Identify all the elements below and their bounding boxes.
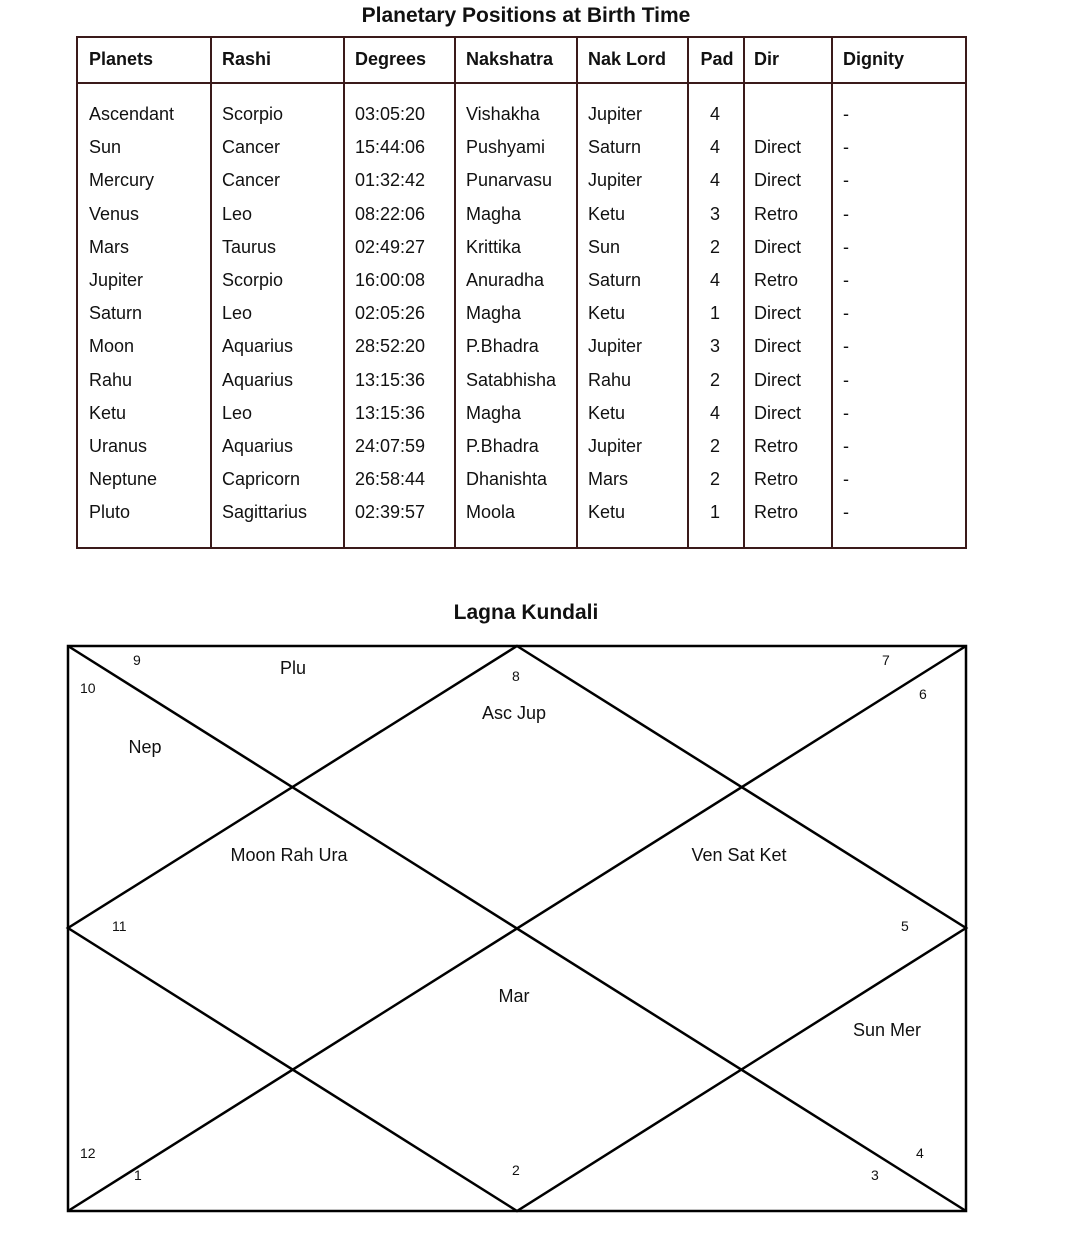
table-cell: Scorpio	[222, 104, 284, 124]
house-number-5: 5	[901, 918, 909, 934]
table-cell: 24:07:59	[355, 436, 426, 456]
table-cell: 26:58:44	[355, 469, 426, 490]
table-cell: Sun	[588, 236, 621, 257]
table-cell: Retro	[754, 502, 799, 523]
table-cell: Direct	[754, 170, 802, 191]
table-cell: 4	[709, 170, 720, 191]
table-cell: Direct	[754, 303, 802, 324]
table-cell: Magha	[466, 203, 522, 224]
planets-house-5: Ven Sat Ket	[691, 845, 787, 865]
table-cell: Jupiter	[588, 336, 643, 357]
column-header: Rashi	[222, 49, 272, 69]
table-cell: Ascendant	[89, 104, 175, 124]
table-cell: Uranus	[89, 436, 148, 456]
planets-house-10: Nep	[128, 737, 162, 757]
table-cell: 02:49:27	[355, 236, 426, 257]
table-cell: -	[843, 469, 849, 490]
table-cell: Saturn	[89, 303, 143, 324]
table-cell: 13:15:36	[355, 369, 426, 390]
table-cell: 02:05:26	[355, 303, 426, 324]
table-cell: Pushyami	[466, 137, 546, 158]
table-cell: 2	[709, 436, 720, 456]
table-cell: -	[843, 270, 849, 290]
table-cell: 02:39:57	[355, 502, 426, 523]
table-cell: Retro	[754, 469, 799, 490]
table-cell: 2	[709, 469, 720, 490]
house-number-10: 10	[80, 680, 96, 696]
table-cell: Jupiter	[588, 170, 643, 191]
column-header: Nakshatra	[466, 49, 554, 69]
table-cell: Neptune	[89, 469, 158, 490]
house-number-3: 3	[871, 1167, 879, 1183]
table-cell: -	[843, 236, 849, 257]
table-cell: Saturn	[588, 270, 642, 290]
table-cell: Retro	[754, 203, 799, 224]
table-cell: Aquarius	[222, 369, 294, 390]
table-cell: Direct	[754, 137, 802, 158]
table-cell: Cancer	[222, 137, 281, 158]
table-cell: Anuradha	[466, 270, 545, 290]
house-number-4: 4	[916, 1145, 924, 1161]
table-cell: P.Bhadra	[466, 436, 539, 456]
column-header: Planets	[89, 49, 154, 69]
table-cell: Ketu	[89, 402, 127, 423]
table-cell: P.Bhadra	[466, 336, 539, 357]
table-cell: Ketu	[588, 303, 626, 324]
table-cell: Mercury	[89, 170, 155, 191]
table-cell: Krittika	[466, 236, 522, 257]
column-header: Degrees	[355, 49, 427, 69]
table-cell: -	[843, 436, 849, 456]
planets-house-4: Sun Mer	[852, 1020, 922, 1040]
table-cell: Direct	[754, 402, 802, 423]
table-cell: Ketu	[588, 402, 626, 423]
table-cell: 4	[709, 270, 720, 290]
house-number-6: 6	[919, 686, 927, 702]
table-cell: Punarvasu	[466, 170, 553, 191]
column-header: Nak Lord	[588, 49, 667, 69]
planets-house-11: Moon Rah Ura	[230, 845, 348, 865]
table-cell: Rahu	[588, 369, 632, 390]
table-cell: 03:05:20	[355, 104, 426, 124]
table-cell: Jupiter	[89, 270, 144, 290]
table-cell: 15:44:06	[355, 137, 426, 158]
table-title: Planetary Positions at Birth Time	[361, 4, 691, 27]
planets-house-8: Asc Jup	[481, 703, 547, 723]
table-cell: Saturn	[588, 137, 642, 158]
table-cell: 16:00:08	[355, 270, 426, 290]
table-cell: 1	[709, 502, 720, 523]
table-cell: 3	[709, 336, 720, 357]
table-cell: Ketu	[588, 502, 626, 523]
table-cell: -	[843, 402, 849, 423]
table-cell: Dhanishta	[466, 469, 548, 490]
table-cell: 4	[709, 137, 720, 158]
house-number-11: 11	[112, 918, 127, 934]
table-cell: Ketu	[588, 203, 626, 224]
table-cell: Rahu	[89, 369, 133, 390]
table-cell: Taurus	[222, 236, 277, 257]
table-cell: Mars	[588, 469, 628, 490]
table-cell: Direct	[754, 336, 802, 357]
table-cell: Aquarius	[222, 436, 294, 456]
house-number-9: 9	[133, 652, 141, 668]
table-cell: 4	[709, 402, 720, 423]
house-number-7: 7	[882, 652, 890, 668]
table-cell: Leo	[222, 303, 253, 324]
table-cell: Cancer	[222, 170, 281, 191]
table-cell: Aquarius	[222, 336, 294, 357]
table-cell: Scorpio	[222, 270, 284, 290]
table-cell: 3	[709, 203, 720, 224]
table-cell: -	[843, 502, 849, 523]
table-cell: 08:22:06	[355, 203, 426, 224]
table-cell: Direct	[754, 236, 802, 257]
table-cell: 2	[709, 236, 720, 257]
table-cell: -	[843, 137, 849, 158]
table-cell: -	[843, 203, 849, 224]
column-header: Dignity	[843, 49, 904, 69]
table-cell: Leo	[222, 203, 253, 224]
table-cell: Venus	[89, 203, 140, 224]
table-cell: Mars	[89, 236, 129, 257]
table-cell: Retro	[754, 436, 799, 456]
table-cell: Pluto	[89, 502, 131, 523]
table-cell: Magha	[466, 402, 522, 423]
table-cell: Moola	[466, 502, 516, 523]
table-cell: Leo	[222, 402, 253, 423]
house-number-1: 1	[134, 1167, 142, 1183]
table-cell: Sun	[89, 137, 122, 158]
table-cell: Sagittarius	[222, 502, 308, 523]
table-cell: -	[843, 303, 849, 324]
column-header: Dir	[754, 49, 780, 69]
table-cell: -	[843, 170, 849, 191]
house-number-8: 8	[512, 668, 520, 684]
table-cell: Retro	[754, 270, 799, 290]
house-number-2: 2	[512, 1162, 520, 1178]
table-cell: 1	[709, 303, 720, 324]
table-cell: Jupiter	[588, 104, 643, 124]
table-cell: 13:15:36	[355, 402, 426, 423]
table-cell: -	[843, 369, 849, 390]
table-cell: Capricorn	[222, 469, 301, 490]
table-cell: Satabhisha	[466, 369, 557, 390]
table-cell: -	[843, 104, 849, 124]
table-cell: 4	[709, 104, 720, 124]
planets-house-9: Plu	[279, 658, 307, 678]
column-header: Pad	[700, 49, 734, 69]
table-cell: Moon	[89, 336, 135, 357]
table-cell: Direct	[754, 369, 802, 390]
planets-house-2: Mar	[498, 986, 530, 1006]
table-cell: -	[843, 336, 849, 357]
house-number-12: 12	[80, 1145, 96, 1161]
kundali-title: Lagna Kundali	[453, 601, 599, 624]
table-cell: Vishakha	[466, 104, 540, 124]
table-cell: Magha	[466, 303, 522, 324]
table-cell: 2	[709, 369, 720, 390]
table-cell: Jupiter	[588, 436, 643, 456]
table-cell: 01:32:42	[355, 170, 426, 191]
table-cell: 28:52:20	[355, 336, 426, 357]
